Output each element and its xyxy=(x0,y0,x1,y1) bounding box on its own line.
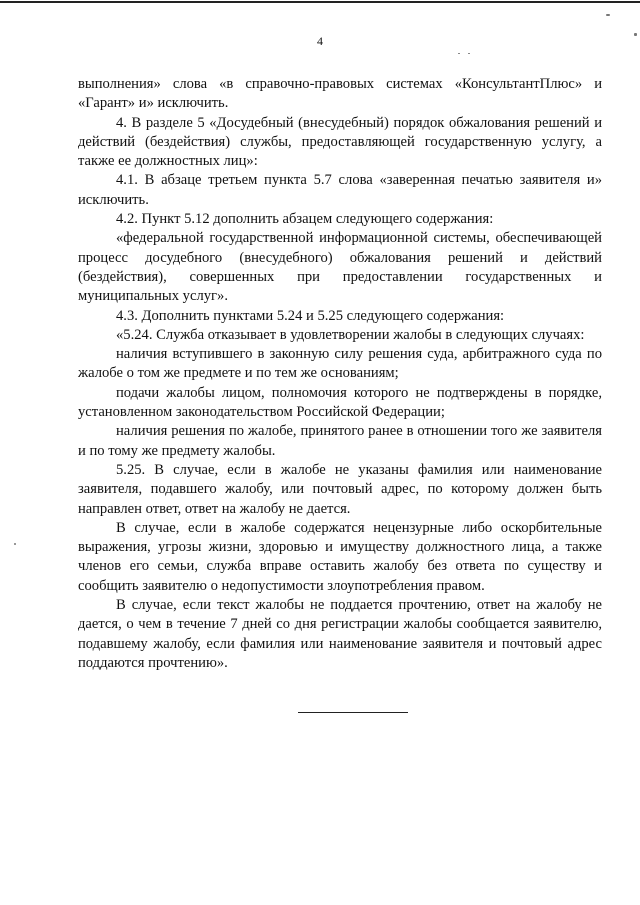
paragraph-item-4-1: 4.1. В абзаце третьем пункта 5.7 слова «заверенная печатью заявителя и» исключить. xyxy=(78,172,602,208)
paragraph-offensive-content: В случае, если в жалобе содержатся нецензурные либо оскорбительные выражения, угрозы жизни, здоровью и имуществу должностного лица, а также членов его семьи, служба вправе оставить жалобу без ответа по существу и сообщить заявителю о недопустимости злоупотребления правом. xyxy=(78,519,602,594)
paragraph-item-4-3: 4.3. Дополнить пунктами 5.24 и 5.25 следующего содержания: xyxy=(116,307,505,324)
paragraph-continuation: выполнения» слова «в справочно-правовых системах «КонсультантПлюс» и «Гарант» и» исключить. xyxy=(78,76,602,112)
paragraph-unreadable-text: В случае, если текст жалобы не поддается прочтению, ответ на жалобу не дается, о чем в течение 7 дней со дня регистрации жалобы сообщается заявителю, подавшему жалобу, если фамилия или наименование заявителя и почтовый адрес поддаются прочтению». xyxy=(78,597,602,671)
document-body xyxy=(78,75,602,673)
scan-speck xyxy=(634,33,637,36)
page-number: 4 xyxy=(317,34,323,48)
paragraph-clause-5-25: 5.25. В случае, если в жалобе не указаны фамилия или наименование заявителя, подавшего жалобу, или почтовый адрес, по которому должен быть направлен ответ, ответ на жалобу не дается. xyxy=(78,461,602,517)
paragraph-reason-court-decision: наличия вступившего в законную силу решения суда, арбитражного суда по жалобе о том же предмете и по тем же основаниям; xyxy=(78,346,602,382)
scan-speck xyxy=(14,543,16,545)
paragraph-quoted-addition: «федеральной государственной информационной системы, обеспечивающей процесс досудебного (внесудебного) обжалования решений и действий (бездействия), совершенных при предоставлении государственных и муниципальных услуг». xyxy=(78,230,602,305)
paragraph-clause-5-24: «5.24. Служба отказывает в удовлетворении жалобы в следующих случаях: xyxy=(116,326,585,343)
scan-speck xyxy=(468,53,470,54)
top-edge-line xyxy=(0,1,640,3)
paragraph-reason-prior-decision: наличия решения по жалобе, принятого ранее в отношении того же заявителя и по тому же предмету жалобы. xyxy=(78,423,602,459)
scan-speck xyxy=(606,14,610,16)
scan-speck xyxy=(458,53,460,54)
paragraph-item-4: 4. В разделе 5 «Досудебный (внесудебный) порядок обжалования решений и действий (бездействия) службы, предоставляющей государственную услугу, а также ее должностных лиц»: xyxy=(78,114,602,170)
paragraph-reason-unconfirmed-authority: подачи жалобы лицом, полномочия которого не подтверждены в порядке, установленном законодательством Российской Федерации; xyxy=(78,384,602,421)
paragraph-item-4-2: 4.2. Пункт 5.12 дополнить абзацем следующего содержания: xyxy=(116,211,494,228)
closing-rule xyxy=(298,712,408,713)
